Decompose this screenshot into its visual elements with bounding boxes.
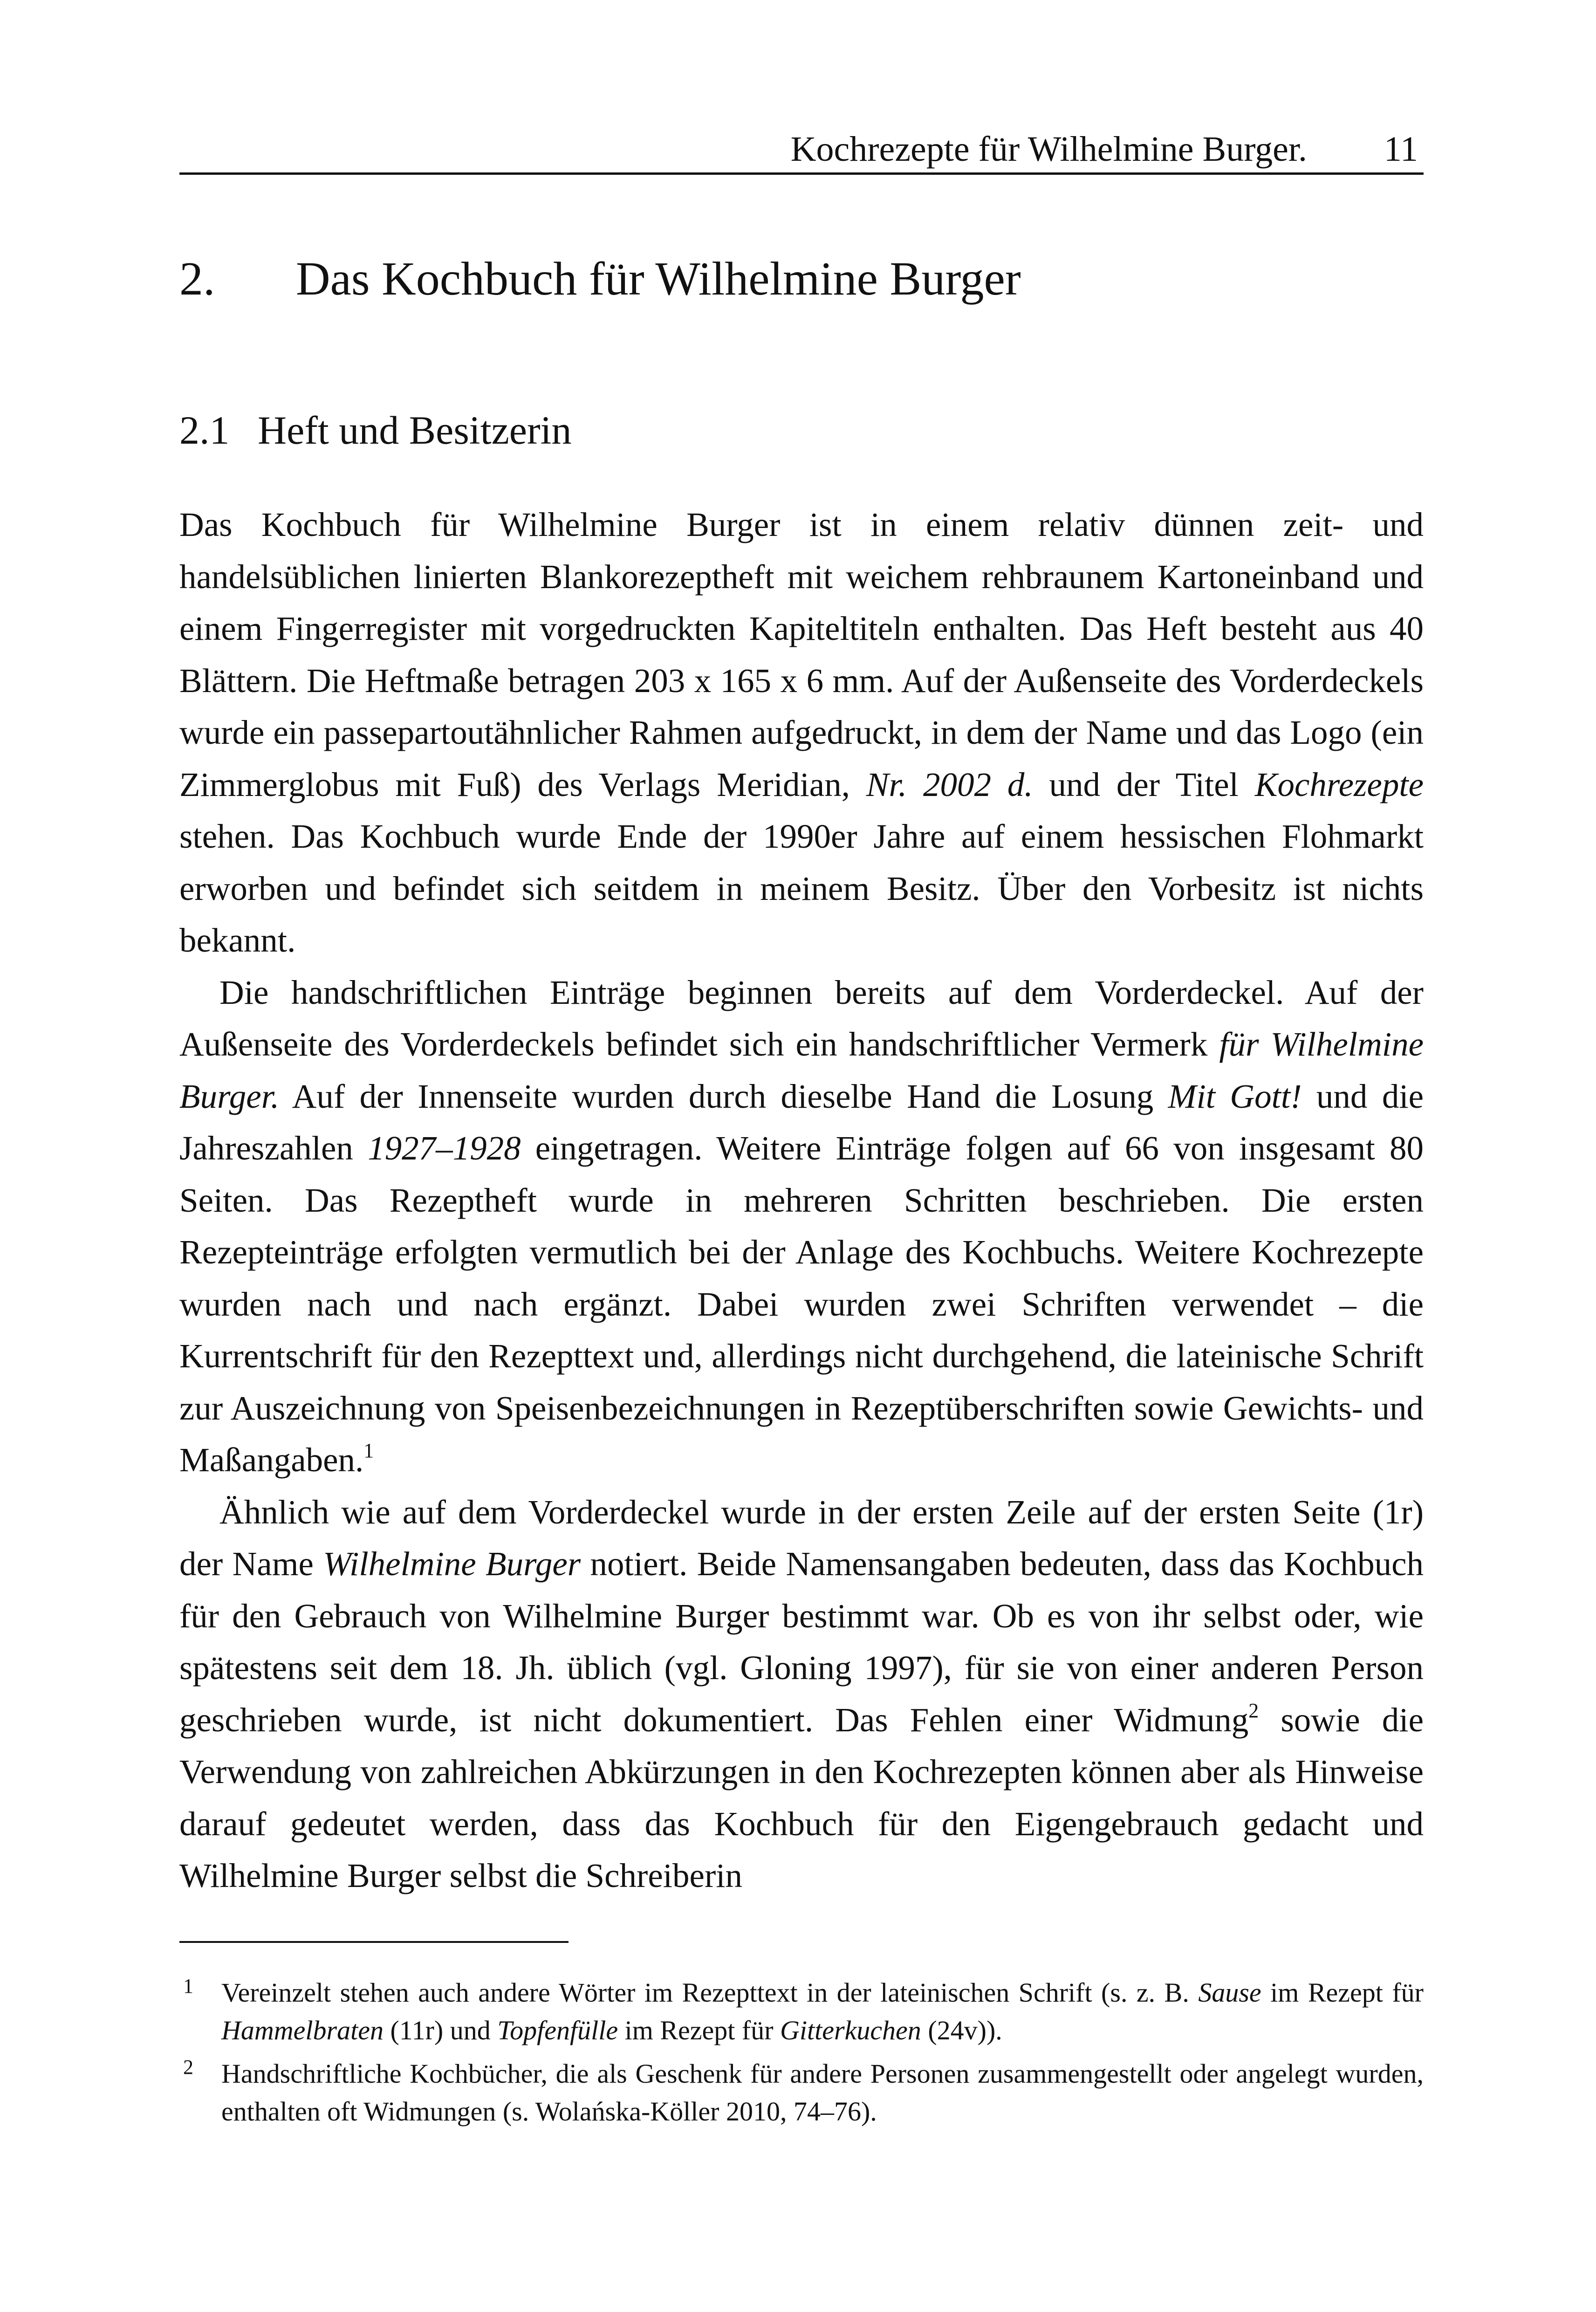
italic-run: Topfenfülle xyxy=(497,2015,618,2045)
paragraph-1 xyxy=(179,499,1424,967)
text-run: und der Titel xyxy=(1033,765,1255,803)
section-heading xyxy=(179,408,572,453)
italic-run: Wilhelmine Burger xyxy=(323,1545,581,1583)
italic-run: Gitterkuchen xyxy=(780,2015,921,2045)
chapter-title: Das Kochbuch für Wilhelmine Burger xyxy=(296,253,1021,305)
footnote-1 xyxy=(179,1974,1424,2049)
italic-run: Kochrezepte xyxy=(1254,765,1424,803)
italic-run: Sause xyxy=(1198,1977,1261,2008)
italic-run: 1927–1928 xyxy=(368,1129,521,1167)
text-run: eingetragen. Weitere Einträge folgen auf 66 von insgesamt 80 Seiten. Das Rezeptheft wurde in mehreren Schritten beschrieben. Die ersten Rezepteinträge erfolgten vermutlich bei der Anlage des Kochbuchs. Weitere Kochrezepte wurden nach und nach ergänzt. Dabei wurden zwei Schriften verwendet – die Kurrentschrift für den Rezepttext und, allerdings nicht durchgehend, die lateinische Schrift zur Auszeichnung von Speisenbezeichnungen in Rezeptüberschriften sowie Gewichts- und Maßangaben. xyxy=(179,1129,1424,1479)
paragraph-3 xyxy=(179,1486,1424,1902)
text-run: Handschriftliche Kochbücher, die als Geschenk für andere Personen zusammengestellt oder angelegt wurden, enthalten oft Widmungen (s. Wolańska-Köller 2010, 74–76). xyxy=(221,2058,1424,2127)
text-run: Vereinzelt stehen auch andere Wörter im Rezepttext in der lateinischen Schrift (s. z. B. xyxy=(221,1977,1199,2008)
footnote-marker: 1 xyxy=(183,1975,193,1997)
paragraph-2 xyxy=(179,967,1424,1486)
section-title: Heft und Besitzerin xyxy=(258,408,572,453)
footnotes xyxy=(179,1974,1424,2136)
footnote-reference-2[interactable]: 2 xyxy=(1248,1699,1259,1722)
chapter-heading xyxy=(179,255,1021,303)
text-run: Auf der Innenseite wurden durch dieselbe Hand die Losung xyxy=(279,1077,1168,1115)
italic-run: für Wilhelmine Burger. xyxy=(179,1025,1424,1115)
text-run: im Rezept für xyxy=(1261,1977,1424,2008)
italic-run: Mit Gott! xyxy=(1168,1077,1302,1115)
text-run: Das Kochbuch für Wilhelmine Burger ist in einem relativ dünnen zeit- und handelsüblichen linierten Blankorezeptheft mit weichem rehbraunem Kartoneinband und einem Fingerregister mit vorgedruckten Kapiteltiteln enthalten. Das Heft besteht aus 40 Blättern. Die Heftmaße betragen 203 x 165 x 6 mm. Auf der Außenseite des Vorderdeckels wurde ein passepartoutähnlicher Rahmen aufgedruckt, in dem der Name und das Logo (ein Zimmerglobus mit Fuß) des Verlags Meridian, xyxy=(179,506,1424,803)
section-number: 2.1 xyxy=(179,408,230,453)
text-run: stehen. Das Kochbuch wurde Ende der 1990er Jahre auf einem hessischen Flohmarkt erworben und befindet sich seitdem in meinem Besitz. Über den Vorbesitz ist nichts bekannt. xyxy=(179,817,1424,959)
italic-run: Hammelbraten xyxy=(221,2015,384,2045)
footnote-marker: 2 xyxy=(183,2056,193,2079)
footnote-divider xyxy=(179,1941,569,1943)
text-run: notiert. Beide Namensangaben bedeuten, dass das Kochbuch für den Gebrauch von Wilhelmine Burger bestimmt war. Ob es von ihr selbst oder, wie spätestens seit dem 18. Jh. üblich (vgl. Gloning 1997), für sie von einer anderen Person geschrieben wurde, ist nicht dokumentiert. Das Fehlen einer Widmung xyxy=(179,1545,1424,1739)
body-text xyxy=(179,499,1424,1902)
running-head xyxy=(179,119,1424,175)
book-page xyxy=(179,0,1424,2312)
chapter-number: 2. xyxy=(179,253,215,305)
footnote-2 xyxy=(179,2055,1424,2130)
page-number: 11 xyxy=(1384,130,1418,169)
text-run: sowie die Verwendung von zahlreichen Abkürzungen in den Kochrezepten können aber als Hinweise darauf gedeutet werden, dass das Kochbuch für den Eigengebrauch gedacht und Wilhelmine Burger selbst die Schreiberin xyxy=(179,1701,1424,1894)
running-head-title: Kochrezepte für Wilhelmine Burger. xyxy=(790,130,1307,169)
text-run: im Rezept für xyxy=(618,2015,781,2045)
text-run: (24v)). xyxy=(921,2015,1002,2045)
text-run: Die handschriftlichen Einträge beginnen bereits auf dem Vorderdeckel. Auf der Außenseite des Vorderdeckels befindet sich ein handschriftlicher Vermerk xyxy=(179,973,1424,1063)
italic-run: Nr. 2002 d. xyxy=(866,765,1033,803)
text-run: und die Jahreszahlen xyxy=(179,1077,1424,1167)
footnote-reference-1[interactable]: 1 xyxy=(363,1439,374,1462)
text-run: (11r) und xyxy=(383,2015,498,2045)
text-run: Ähnlich wie auf dem Vorderdeckel wurde in der ersten Zeile auf der ersten Seite (1r) der Name xyxy=(179,1493,1424,1583)
